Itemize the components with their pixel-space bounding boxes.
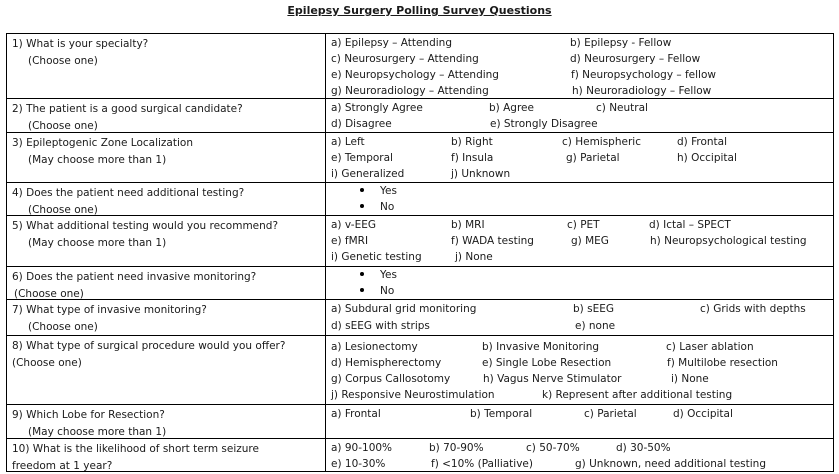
bullet-icon: [360, 272, 364, 276]
answer-option[interactable]: b) Invasive Monitoring: [482, 341, 600, 353]
answer-option[interactable]: a) Lesionectomy: [331, 341, 418, 353]
answer-cell: [326, 34, 833, 98]
question-cell: [7, 300, 326, 335]
question-instruction: (Choose one): [14, 287, 84, 300]
question-row-7: [7, 300, 833, 336]
question-row-9: [7, 405, 833, 439]
answer-option-no[interactable]: [360, 199, 394, 215]
question-instruction: (Choose one): [28, 54, 98, 67]
answer-option[interactable]: j) Unknown: [451, 168, 511, 180]
question-instruction: (May choose more than 1): [28, 236, 167, 249]
answer-option[interactable]: e) Strongly Disagree: [490, 118, 598, 130]
question-text: 5) What additional testing would you recommend?: [12, 220, 279, 232]
answer-label: No: [380, 285, 395, 297]
answer-option[interactable]: i) Genetic testing: [331, 251, 422, 263]
answer-option[interactable]: g) Corpus Callosotomy: [331, 373, 451, 385]
answer-option[interactable]: c) Laser ablation: [666, 341, 754, 353]
question-cell: [7, 267, 326, 299]
question-text: 8) What type of surgical procedure would you offer?: [12, 340, 286, 352]
answer-option[interactable]: e) Neuropsychology – Attending: [331, 69, 499, 81]
answer-option[interactable]: f) WADA testing: [451, 235, 534, 247]
question-instruction: (May choose more than 1): [28, 153, 167, 166]
question-cell: [7, 99, 326, 132]
answer-cell: [326, 300, 833, 335]
question-row-5: [7, 216, 833, 267]
answer-option[interactable]: f) <10% (Palliative): [431, 458, 533, 470]
question-row-1: [7, 34, 833, 99]
question-text: 2) The patient is a good surgical candidate?: [12, 103, 243, 115]
answer-option[interactable]: e) 10-30%: [331, 458, 386, 470]
answer-cell: [326, 183, 833, 215]
answer-option[interactable]: h) Vagus Nerve Stimulator: [483, 373, 622, 385]
bullet-icon: [360, 288, 364, 292]
answer-option[interactable]: d) Hemispherectomy: [331, 357, 442, 369]
answer-option[interactable]: f) Neuropsychology – fellow: [571, 69, 716, 81]
answer-option[interactable]: d) Disagree: [331, 118, 392, 130]
question-instruction: (Choose one): [12, 356, 82, 369]
question-row-10: [7, 439, 833, 472]
question-text: 3) Epileptogenic Zone Localization: [12, 137, 193, 149]
answer-option[interactable]: a) Left: [331, 136, 365, 148]
answer-option[interactable]: d) Occipital: [673, 408, 733, 420]
answer-option[interactable]: c) 50-70%: [526, 442, 580, 454]
question-cell: [7, 34, 326, 98]
question-instruction: (Choose one): [28, 320, 98, 333]
answer-option[interactable]: f) Multilobe resection: [667, 357, 778, 369]
answer-option[interactable]: e) Single Lobe Resection: [482, 357, 612, 369]
answer-option-yes[interactable]: [360, 183, 397, 199]
answer-option[interactable]: g) Neuroradiology – Attending: [331, 85, 489, 97]
answer-option[interactable]: h) Occipital: [677, 152, 737, 164]
answer-option[interactable]: j) None: [455, 251, 493, 263]
answer-option[interactable]: b) Agree: [489, 102, 534, 114]
answer-option[interactable]: d) Ictal – SPECT: [649, 219, 731, 231]
answer-option[interactable]: b) MRI: [451, 219, 485, 231]
answer-cell: [326, 405, 833, 438]
answer-option[interactable]: g) Unknown, need additional testing: [575, 458, 766, 470]
answer-cell: [326, 439, 833, 471]
question-text: 4) Does the patient need additional testing?: [12, 187, 245, 199]
bullet-icon: [360, 188, 364, 192]
question-cell: [7, 216, 326, 266]
question-row-4: [7, 183, 833, 216]
answer-option[interactable]: c) Hemispheric: [562, 136, 641, 148]
survey-title: Epilepsy Surgery Polling Survey Questions: [287, 4, 552, 17]
answer-option[interactable]: b) Epilepsy - Fellow: [570, 37, 672, 49]
answer-option[interactable]: e) none: [575, 320, 616, 332]
answer-option[interactable]: c) PET: [567, 219, 600, 231]
question-text: 10) What is the likelihood of short term seizure: [12, 443, 259, 455]
answer-option[interactable]: a) Frontal: [331, 408, 381, 420]
question-instruction: (Choose one): [28, 203, 98, 216]
answer-option[interactable]: j) Responsive Neurostimulation: [331, 389, 495, 401]
answer-option[interactable]: c) Grids with depths: [700, 303, 806, 315]
answer-label: No: [380, 201, 395, 213]
answer-option[interactable]: g) Parietal: [566, 152, 620, 164]
answer-option[interactable]: e) fMRI: [331, 235, 369, 247]
answer-option[interactable]: a) Subdural grid monitoring: [331, 303, 477, 315]
question-cell: [7, 336, 326, 404]
question-instruction: (Choose one): [28, 119, 98, 132]
answer-option[interactable]: d) Neurosurgery – Fellow: [570, 53, 701, 65]
answer-option[interactable]: c) Neurosurgery – Attending: [331, 53, 479, 65]
answer-option[interactable]: b) 70-90%: [429, 442, 484, 454]
answer-option[interactable]: a) Strongly Agree: [331, 102, 423, 114]
answer-option[interactable]: d) sEEG with strips: [331, 320, 430, 332]
question-row-2: [7, 99, 833, 133]
question-cell: [7, 133, 326, 182]
question-text: 7) What type of invasive monitoring?: [12, 304, 207, 316]
answer-option[interactable]: i) None: [671, 373, 709, 385]
answer-option[interactable]: d) 30-50%: [616, 442, 671, 454]
question-row-8: [7, 336, 833, 405]
question-instruction: (May choose more than 1): [28, 425, 167, 438]
question-text: 6) Does the patient need invasive monitoring?: [12, 271, 257, 283]
answer-option[interactable]: a) 90-100%: [331, 442, 393, 454]
answer-option[interactable]: e) Temporal: [331, 152, 393, 164]
question-cell: [7, 405, 326, 438]
answer-option[interactable]: h) Neuroradiology – Fellow: [572, 85, 712, 97]
answer-option[interactable]: i) Generalized: [331, 168, 405, 180]
answer-option[interactable]: b) sEEG: [573, 303, 614, 315]
answer-option-yes[interactable]: [360, 267, 397, 283]
question-row-6: [7, 267, 833, 300]
answer-option[interactable]: c) Neutral: [596, 102, 648, 114]
question-row-3: [7, 133, 833, 183]
answer-option[interactable]: g) MEG: [571, 235, 609, 247]
answer-cell: [326, 267, 833, 299]
bullet-icon: [360, 204, 364, 208]
answer-cell: [326, 336, 833, 404]
answer-option[interactable]: c) Parietal: [584, 408, 637, 420]
answer-label: Yes: [380, 269, 397, 281]
answer-option[interactable]: f) Insula: [451, 152, 494, 164]
answer-cell: [326, 216, 833, 266]
answer-option-no[interactable]: [360, 283, 394, 299]
question-text: 9) Which Lobe for Resection?: [12, 409, 165, 421]
question-text: 1) What is your specialty?: [12, 38, 149, 50]
answer-option[interactable]: b) Right: [451, 136, 493, 148]
answer-option[interactable]: h) Neuropsychological testing: [650, 235, 807, 247]
answer-option[interactable]: a) v-EEG: [331, 219, 376, 231]
answer-cell: [326, 133, 833, 182]
answer-cell: [326, 99, 833, 132]
question-cell: [7, 439, 326, 471]
answer-option[interactable]: k) Represent after additional testing: [542, 389, 733, 401]
question-instruction: freedom at 1 year?: [12, 459, 113, 472]
answer-option[interactable]: a) Epilepsy – Attending: [331, 37, 452, 49]
survey-table: [6, 33, 834, 472]
answer-label: Yes: [380, 185, 397, 197]
answer-option[interactable]: b) Temporal: [470, 408, 533, 420]
question-cell: [7, 183, 326, 215]
answer-option[interactable]: d) Frontal: [677, 136, 728, 148]
